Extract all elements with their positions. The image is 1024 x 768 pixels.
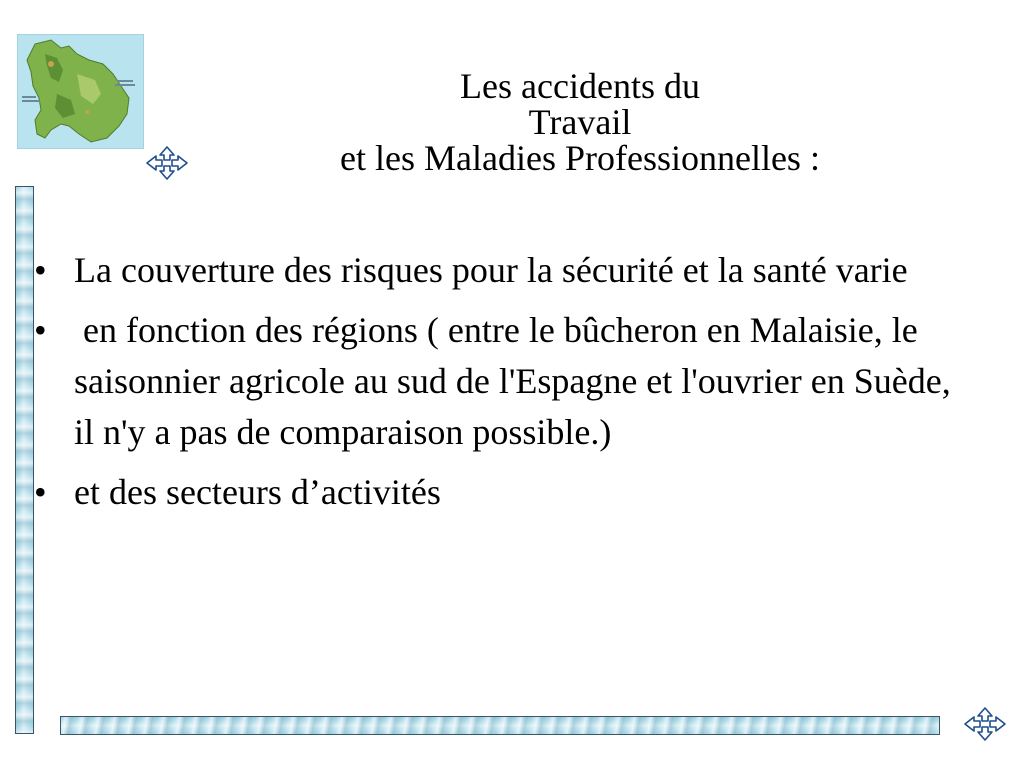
move-arrows-icon[interactable] [145,145,189,181]
bullet-text: et des secteurs d’activités [74,472,441,512]
bullet-marker: • [34,310,47,350]
slide-body [34,245,964,527]
bullet-item [34,305,964,458]
bullet-item [34,467,964,518]
move-arrows-icon[interactable] [963,706,1007,742]
bullet-marker: • [34,472,47,512]
bottom-decorative-bar [60,716,940,735]
title-line-2: Travail [528,102,632,142]
slide-title [250,68,910,176]
title-line-1: Les accidents du [460,66,700,106]
bullet-marker: • [34,250,47,290]
bullet-text: en fonction des régions ( entre le bûcheron en Malaisie, le saisonnier agricole au sud de l'Espagne et l'ouvrier en Suède, il n'y a pas de comparaison possible.) [74,310,960,452]
map-thumbnail [17,34,144,149]
left-decorative-bar [15,186,34,734]
bullet-item [34,245,964,296]
martinique-map-icon [17,34,144,149]
title-line-3: et les Maladies Professionnelles : [340,138,820,178]
bullet-text: La couverture des risques pour la sécurité et la santé varie [74,250,908,290]
